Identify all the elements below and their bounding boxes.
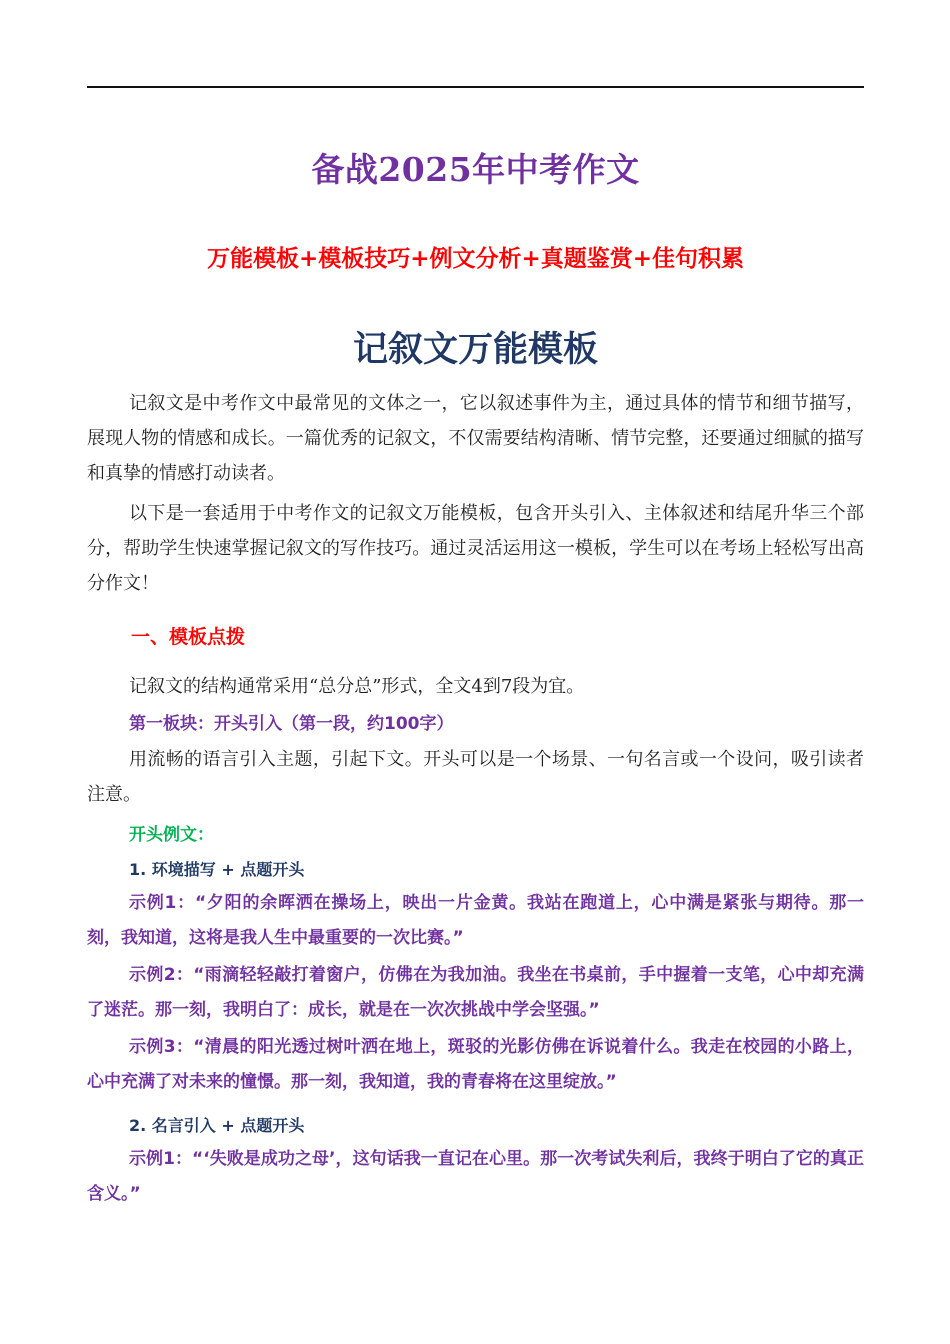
item-heading-environment: 1. 环境描写 + 点题开头 [129, 860, 305, 879]
structure-paragraph: 记叙文的结构通常采用“总分总”形式，全文4到7段为宜。 [129, 676, 585, 697]
example-paragraph: 示例2：“雨滴轻轻敲打着窗户，仿佛在为我加油。我坐在书桌前，手中握着一支笔，心中却充满了迷茫。那一刻，我明白了：成长，就是在一次次挑战中学会坚强。” [87, 965, 864, 1020]
item-heading-quotation: 2. 名言引入 + 点题开头 [129, 1116, 305, 1135]
section-title: 记叙文万能模板 [352, 330, 598, 370]
intro-paragraph-2: 以下是一套适用于中考作文的记叙文万能模板，包含开头引入、主体叙述和结尾升华三个部分，帮助学生快速掌握记叙文的写作技巧。通过灵活运用这一模板，学生可以在考场上轻松写出高分作文！ [87, 503, 864, 594]
block-description: 用流畅的语言引入主题，引起下文。开头可以是一个场景、一句名言或一个设问，吸引读者注意。 [87, 749, 864, 805]
example-paragraph: 示例3：“清晨的阳光透过树叶洒在地上，斑驳的光影仿佛在诉说着什么。我走在校园的小路上，心中充满了对未来的憧憬。那一刻，我知道，我的青春将在这里绽放。” [87, 1037, 864, 1092]
document-title: 备战2025年中考作文 [311, 150, 640, 189]
block-title-opening: 第一板块：开头引入（第一段，约100字） [129, 714, 454, 734]
example-paragraph: 示例1：“夕阳的余晖洒在操场上，映出一片金黄。我站在跑道上，心中满是紧张与期待。那一刻，我知道，这将是我人生中最重要的一次比赛。” [87, 893, 864, 948]
part-heading-template-tips: 一、模板点拨 [131, 626, 246, 648]
document-subtitle: 万能模板+模板技巧+例文分析+真题鉴赏+佳句积累 [206, 245, 745, 272]
opening-examples-label: 开头例文： [129, 825, 214, 845]
intro-paragraph-1: 记叙文是中考作文中最常见的文体之一，它以叙述事件为主，通过具体的情节和细节描写，展现人物的情感和成长。一篇优秀的记叙文，不仅需要结构清晰、情节完整，还要通过细腻的描写和真挚的情感打动读者。 [87, 393, 864, 484]
header-rule [87, 86, 864, 88]
example-paragraph: 示例1：“‘失败是成功之母’，这句话我一直记在心里。那一次考试失利后，我终于明白了它的真正含义。” [87, 1149, 864, 1204]
